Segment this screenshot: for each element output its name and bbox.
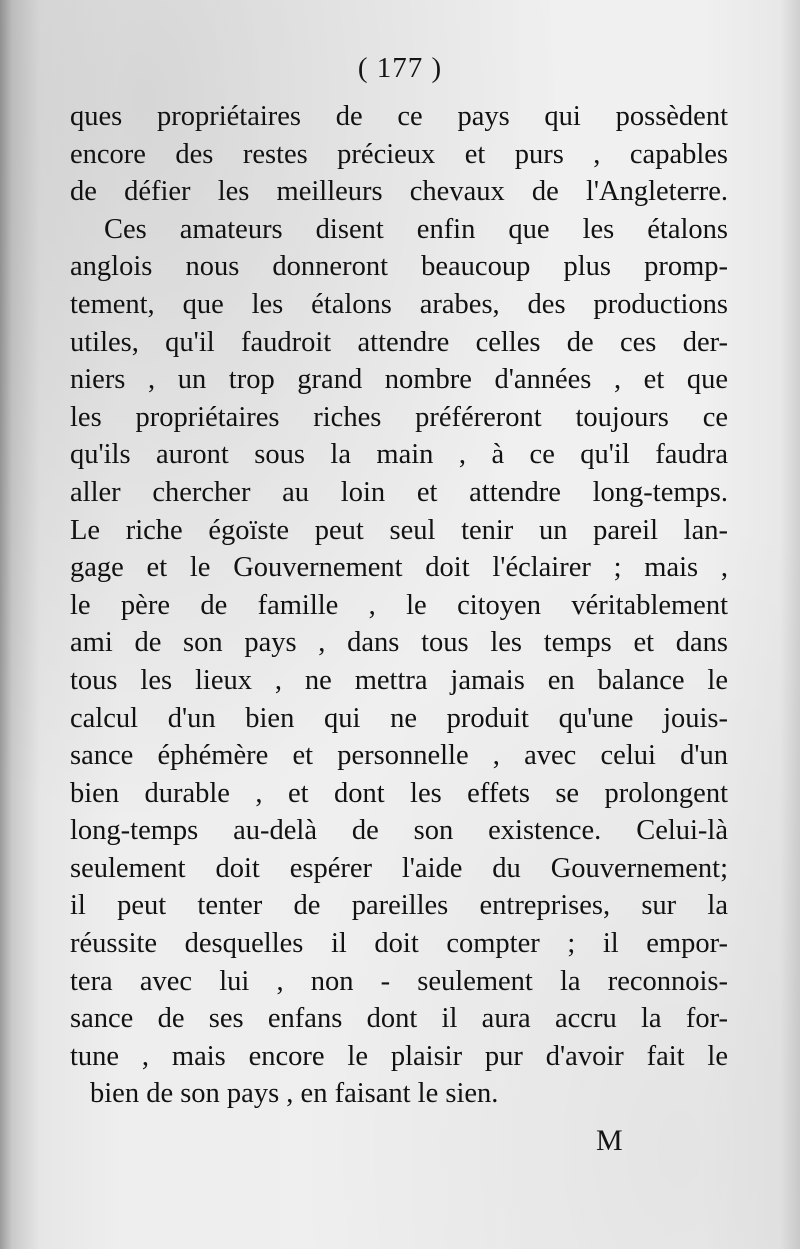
text-line: qu'ils auront sous la main , à ce qu'il faudra (70, 439, 728, 471)
text-line: utiles, qu'il faudroit attendre celles de ces der- (70, 326, 728, 358)
text-line: tune , mais encore le plaisir pur d'avoir fait le (70, 1040, 728, 1072)
text-line: le père de famille , le citoyen véritablement (70, 589, 728, 621)
text-line: encore des restes précieux et purs , capables (70, 138, 728, 170)
text-line: seulement doit espérer l'aide du Gouvernement; (70, 852, 728, 884)
paragraph-end-line: bien de son pays , en faisant le sien. (90, 1078, 499, 1110)
text-line: long-temps au-delà de son existence. Celui-là (70, 815, 728, 847)
body-text (70, 98, 728, 1113)
text-line: tera avec lui , non - seulement la reconnois- (70, 965, 728, 997)
text-line: bien durable , et dont les effets se prolongent (70, 777, 728, 809)
text-line: il peut tenter de pareilles entreprises, sur la (70, 890, 728, 922)
text-line: ami de son pays , dans tous les temps et dans (70, 627, 728, 659)
text-line: les propriétaires riches préféreront toujours ce (70, 401, 728, 433)
text-line: Le riche égoïste peut seul tenir un pareil lan- (70, 514, 728, 546)
text-line: niers , un trop grand nombre d'années , et que (70, 364, 728, 396)
text-line: ques propriétaires de ce pays qui possèdent (70, 101, 728, 132)
text-line: sance de ses enfans dont il aura accru la for- (70, 1003, 728, 1035)
text-line: tous les lieux , ne mettra jamais en balance le (70, 664, 728, 696)
text-line: anglois nous donneront beaucoup plus promp- (70, 251, 728, 283)
signature-mark: M (596, 1124, 623, 1157)
text-line: tement, que les étalons arabes, des productions (70, 288, 728, 320)
text-line: gage et le Gouvernement doit l'éclairer ; mais , (70, 552, 728, 584)
text-line: réussite desquelles il doit compter ; il empor- (70, 928, 728, 960)
text-line: aller chercher au loin et attendre long-temps. (70, 476, 728, 508)
paragraph-start-line: Ces amateurs disent enfin que les étalons (104, 213, 728, 245)
text-line: calcul d'un bien qui ne produit qu'une jouis- (70, 702, 728, 734)
text-line: sance éphémère et personnelle , avec celui d'un (70, 740, 728, 772)
text-line: de défier les meilleurs chevaux de l'Angleterre. (70, 176, 728, 208)
page-number: ( 177 ) (357, 52, 443, 84)
